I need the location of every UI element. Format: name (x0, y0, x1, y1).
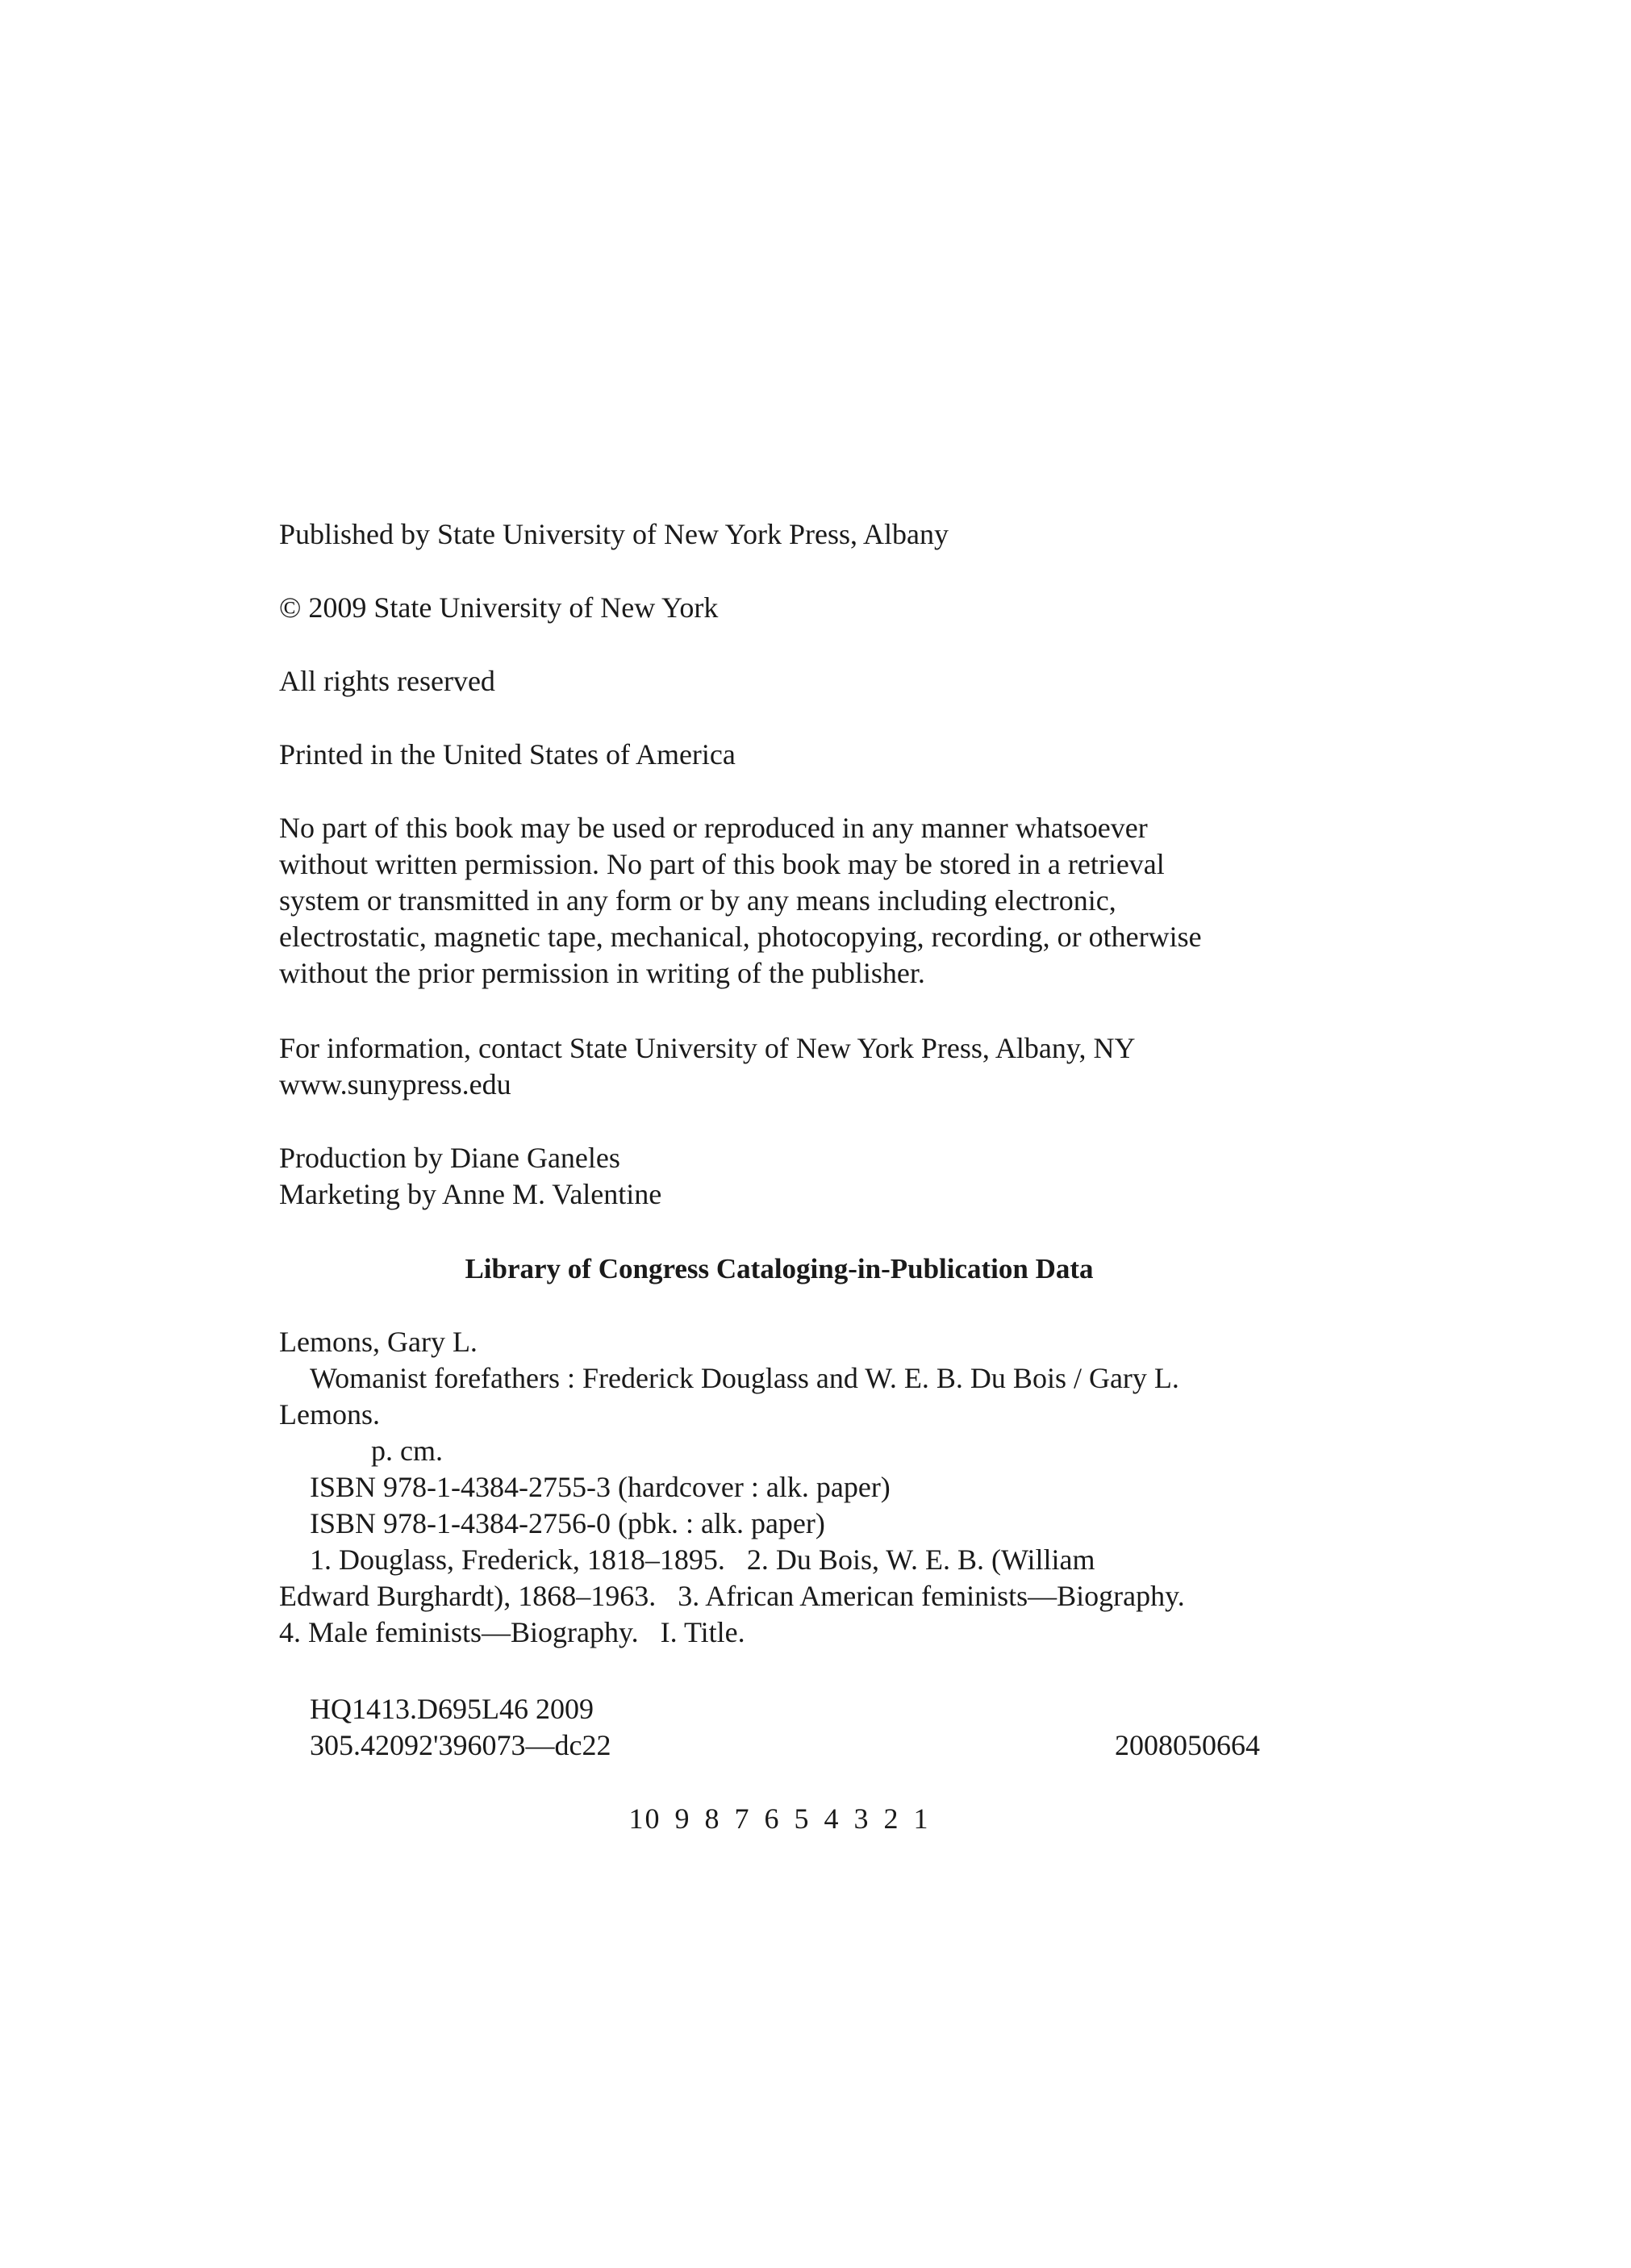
cip-isbn-paperback: ISBN 978-1-4384-2756-0 (pbk. : alk. paper) (310, 1507, 825, 1539)
cip-isbn-hardcover: ISBN 978-1-4384-2755-3 (hardcover : alk. paper) (310, 1471, 891, 1503)
cip-subjects-continued: 4. Male feminists—Biography. I. Title. (279, 1616, 745, 1648)
credits (279, 1140, 1279, 1213)
rights-line (279, 663, 1279, 700)
notice-line: No part of this book may be used or reproduced in any manner whatsoever (279, 812, 1148, 844)
cip-dewey-row (279, 1727, 1260, 1764)
cip-physical: p. cm. (371, 1435, 443, 1467)
marketing-credit: Marketing by Anne M. Valentine (279, 1178, 662, 1210)
notice-line: without the prior permission in writing of the publisher. (279, 957, 925, 989)
cip-dewey: 305.42092'396073—dc22 (310, 1729, 611, 1761)
cip-lccn: 2008050664 (1115, 1729, 1260, 1761)
cip-heading: Library of Congress Cataloging-in-Publication Data (465, 1253, 1094, 1284)
cip-record (279, 1324, 1279, 1651)
publisher-line (279, 516, 1279, 553)
notice-line: electrostatic, magnetic tape, mechanical, photocopying, recording, or otherwise (279, 921, 1202, 953)
cip-title: Womanist forefathers : Frederick Douglass and W. E. B. Du Bois / Gary L. (310, 1362, 1179, 1394)
cip-classification (279, 1691, 1279, 1764)
cip-lc-class: HQ1413.D695L46 2009 (310, 1693, 594, 1725)
copyright-line (279, 590, 1279, 626)
printing-number-line: 10 9 8 7 6 5 4 3 2 1 (628, 1802, 930, 1835)
contact-line: For information, contact State University of New York Press, Albany, NY (279, 1032, 1136, 1064)
printed-text: Printed in the United States of America (279, 738, 736, 771)
rights-text: All rights reserved (279, 665, 495, 697)
notice-line: without written permission. No part of this book may be stored in a retrieval (279, 848, 1165, 880)
cip-subjects: 1. Douglass, Frederick, 1818–1895. 2. Du Bois, W. E. B. (William (310, 1543, 1095, 1576)
publisher-text: Published by State University of New York Press, Albany (279, 518, 949, 550)
printed-line (279, 737, 1279, 773)
reproduction-notice (279, 810, 1279, 992)
notice-line: system or transmitted in any form or by any means including electronic, (279, 884, 1116, 917)
cip-title-continued: Lemons. (279, 1398, 380, 1431)
copyright-text: © 2009 State University of New York (279, 591, 719, 624)
website-link[interactable]: www.sunypress.edu (279, 1068, 511, 1101)
contact-info (279, 1030, 1279, 1103)
cip-subjects-continued: Edward Burghardt), 1868–1963. 3. African American feminists—Biography. (279, 1580, 1185, 1612)
cip-author: Lemons, Gary L. (279, 1326, 478, 1358)
production-credit: Production by Diane Ganeles (279, 1142, 620, 1174)
